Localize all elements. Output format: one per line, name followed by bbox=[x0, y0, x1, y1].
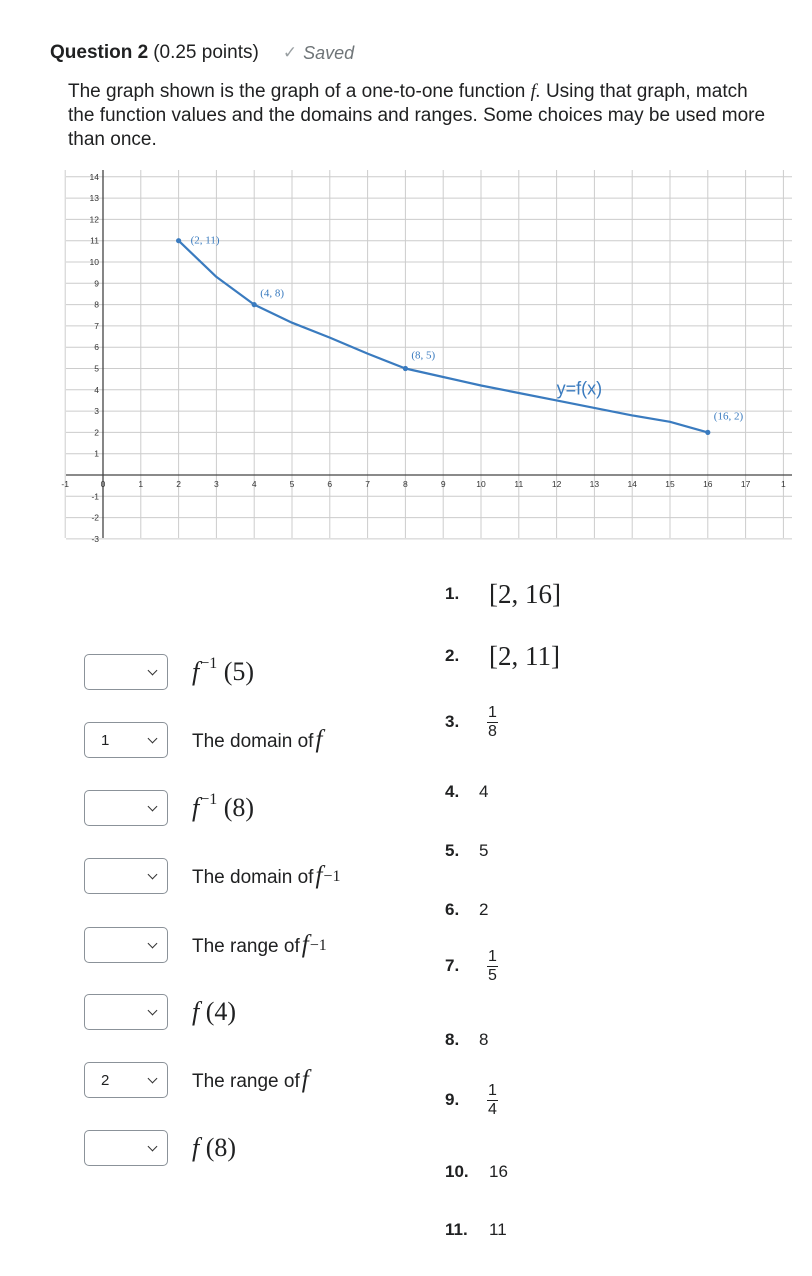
match-row bbox=[84, 720, 322, 760]
function-argument: (5) bbox=[217, 657, 255, 686]
choice-item bbox=[445, 1154, 508, 1190]
answer-dropdown[interactable] bbox=[84, 1062, 168, 1098]
x-tick-label: 3 bbox=[214, 479, 219, 489]
x-tick-label: 13 bbox=[589, 479, 600, 489]
function-symbol: f bbox=[192, 997, 200, 1026]
choice-value: [2, 11] bbox=[489, 640, 560, 671]
prompt-function-name: f. bbox=[530, 81, 541, 102]
function-graph bbox=[61, 170, 792, 544]
point-label: (16, 2) bbox=[713, 410, 744, 423]
inverse-superscript: −1 bbox=[200, 791, 218, 809]
answer-dropdown[interactable] bbox=[84, 858, 168, 894]
curve-label: y=f(x) bbox=[556, 378, 603, 399]
x-tick-label: 4 bbox=[251, 479, 257, 489]
dropdown-value: 2 bbox=[101, 1072, 110, 1089]
choice-item bbox=[445, 638, 560, 674]
y-tick-label: -2 bbox=[91, 512, 99, 523]
x-tick-label: -1 bbox=[61, 479, 69, 489]
x-tick-label: 5 bbox=[289, 479, 295, 489]
match-label bbox=[192, 726, 322, 754]
match-row bbox=[84, 856, 340, 896]
choice-item bbox=[445, 833, 488, 869]
choice-value: 2 bbox=[479, 900, 489, 919]
curve-point bbox=[252, 302, 257, 307]
y-tick-label: 11 bbox=[90, 235, 99, 246]
x-tick-label: 16 bbox=[703, 479, 713, 489]
choice-value: 16 bbox=[489, 1162, 508, 1181]
function-symbol: f bbox=[315, 862, 323, 889]
choice-item bbox=[445, 576, 561, 612]
match-row bbox=[84, 1128, 236, 1168]
choice-item bbox=[445, 774, 488, 810]
answer-dropdown[interactable] bbox=[84, 654, 168, 690]
choice-number: 8. bbox=[445, 1030, 460, 1049]
fraction-denominator: 8 bbox=[488, 722, 497, 740]
chevron-down-icon bbox=[148, 802, 158, 812]
match-label bbox=[192, 657, 254, 687]
point-label: (4, 8) bbox=[260, 287, 285, 300]
x-tick-label: 1 bbox=[781, 479, 786, 489]
y-tick-label: 9 bbox=[94, 278, 99, 289]
y-tick-label: 8 bbox=[94, 299, 99, 310]
x-tick-label: 8 bbox=[403, 479, 408, 489]
x-tick-label: 6 bbox=[327, 479, 333, 489]
y-tick-label: 14 bbox=[89, 171, 99, 182]
function-expression bbox=[192, 997, 236, 1027]
function-argument: (8) bbox=[217, 793, 255, 822]
question-header bbox=[50, 42, 354, 64]
chevron-down-icon bbox=[148, 870, 158, 880]
curve-point bbox=[705, 430, 710, 435]
fraction-numerator: 1 bbox=[488, 703, 497, 721]
y-tick-label: 12 bbox=[89, 214, 99, 225]
prompt-text-2: Using that graph, match the function values and the domains and ranges. Some choices may be used more than once. bbox=[68, 81, 766, 150]
inverse-superscript: −1 bbox=[323, 868, 341, 885]
match-label bbox=[192, 862, 340, 890]
x-tick-label: 11 bbox=[514, 479, 524, 489]
choice-number: 2. bbox=[445, 646, 460, 665]
fraction-denominator: 5 bbox=[488, 966, 497, 984]
y-tick-label: -3 bbox=[91, 533, 99, 544]
label-text: The domain of bbox=[192, 731, 314, 752]
point-label: (2, 11) bbox=[190, 234, 220, 247]
prompt-text-1: The graph shown is the graph of a one-to-one function bbox=[68, 81, 531, 102]
match-label bbox=[192, 1133, 236, 1163]
chevron-down-icon bbox=[148, 1074, 158, 1084]
label-text: The domain of bbox=[192, 867, 314, 888]
x-tick-label: 7 bbox=[365, 479, 370, 489]
function-expression bbox=[192, 1133, 236, 1163]
fraction-numerator: 1 bbox=[488, 1081, 497, 1099]
y-tick-label: -1 bbox=[91, 491, 99, 502]
x-tick-label: 2 bbox=[176, 479, 181, 489]
y-tick-label: 1 bbox=[94, 448, 99, 459]
choice-number: 4. bbox=[445, 782, 460, 801]
x-tick-label: 14 bbox=[627, 479, 637, 489]
saved-label: Saved bbox=[303, 42, 355, 63]
choice-number: 5. bbox=[445, 841, 460, 860]
question-points: (0.25 points) bbox=[153, 42, 259, 63]
x-tick-label: 12 bbox=[551, 479, 562, 489]
choice-item bbox=[445, 1022, 488, 1058]
choice-number: 3. bbox=[445, 712, 460, 731]
y-tick-label: 3 bbox=[94, 406, 99, 417]
chevron-down-icon bbox=[148, 939, 158, 949]
function-symbol: f bbox=[192, 1133, 200, 1162]
chevron-down-icon bbox=[148, 734, 158, 744]
choice-value: 4 bbox=[479, 782, 489, 801]
choice-value: 11 bbox=[489, 1220, 507, 1239]
inverse-superscript: −1 bbox=[309, 937, 327, 954]
choice-number: 1. bbox=[445, 584, 460, 603]
match-row bbox=[84, 1060, 309, 1100]
function-symbol: f bbox=[315, 726, 323, 753]
x-tick-label: 1 bbox=[138, 479, 144, 489]
answer-dropdown[interactable] bbox=[84, 1130, 168, 1166]
function-symbol: f bbox=[192, 793, 200, 822]
y-tick-label: 10 bbox=[89, 257, 99, 267]
chevron-down-icon bbox=[148, 1006, 158, 1016]
chevron-down-icon bbox=[148, 1142, 158, 1152]
fraction-denominator: 4 bbox=[488, 1100, 497, 1118]
choice-item bbox=[445, 1082, 498, 1118]
checkmark-icon: ✓ bbox=[282, 43, 298, 62]
y-tick-label: 7 bbox=[94, 320, 99, 331]
choice-fraction bbox=[487, 1083, 498, 1118]
y-tick-label: 6 bbox=[94, 342, 99, 353]
x-tick-label: 9 bbox=[440, 479, 446, 489]
function-symbol: f bbox=[301, 931, 309, 958]
answer-dropdown[interactable] bbox=[84, 722, 168, 758]
saved-status bbox=[283, 43, 354, 64]
choice-number: 9. bbox=[445, 1090, 460, 1109]
answer-dropdown[interactable] bbox=[84, 994, 168, 1030]
match-row bbox=[84, 788, 254, 828]
choice-value: [2, 16] bbox=[489, 578, 561, 609]
answer-dropdown[interactable] bbox=[84, 790, 168, 826]
inverse-superscript: −1 bbox=[200, 655, 218, 673]
answer-dropdown[interactable] bbox=[84, 927, 168, 963]
chevron-down-icon bbox=[148, 666, 158, 676]
x-tick-label: 15 bbox=[665, 479, 675, 489]
function-expression bbox=[192, 657, 254, 687]
choice-number: 7. bbox=[445, 956, 460, 975]
match-row bbox=[84, 992, 236, 1032]
match-label bbox=[192, 931, 327, 959]
y-tick-label: 5 bbox=[94, 363, 99, 374]
dropdown-value: 1 bbox=[101, 732, 110, 749]
function-expression bbox=[192, 793, 254, 823]
function-argument: (4) bbox=[199, 997, 237, 1026]
x-tick-label: 10 bbox=[476, 479, 486, 489]
choice-number: 10. bbox=[445, 1162, 469, 1181]
choice-item bbox=[445, 948, 498, 984]
choice-number: 6. bbox=[445, 900, 460, 919]
point-label: (8, 5) bbox=[411, 349, 436, 362]
y-tick-label: 13 bbox=[89, 193, 99, 204]
function-symbol: f bbox=[301, 1066, 309, 1093]
curve-point bbox=[176, 238, 181, 243]
choice-item bbox=[445, 892, 488, 928]
match-row bbox=[84, 925, 327, 965]
label-text: The range of bbox=[192, 1071, 300, 1092]
function-symbol: f bbox=[192, 657, 200, 686]
function-argument: (8) bbox=[199, 1133, 237, 1162]
match-label bbox=[192, 793, 254, 823]
choice-fraction bbox=[487, 705, 498, 740]
choice-item bbox=[445, 1212, 507, 1248]
choice-fraction bbox=[487, 949, 498, 984]
y-tick-label: 2 bbox=[94, 427, 99, 438]
question-title: Question 2 bbox=[50, 42, 149, 63]
fraction-numerator: 1 bbox=[488, 947, 497, 965]
y-tick-label: 4 bbox=[94, 384, 99, 395]
match-label bbox=[192, 997, 236, 1027]
choice-item bbox=[445, 704, 498, 740]
x-tick-label: 17 bbox=[740, 479, 751, 489]
match-row bbox=[84, 652, 254, 692]
choice-value: 8 bbox=[479, 1030, 489, 1049]
question-prompt bbox=[68, 80, 778, 152]
label-text: The range of bbox=[192, 936, 300, 957]
choice-value: 5 bbox=[479, 841, 489, 860]
curve-point bbox=[403, 366, 408, 371]
match-label bbox=[192, 1066, 309, 1094]
x-tick-label: 0 bbox=[100, 479, 106, 489]
choice-number: 11. bbox=[445, 1220, 468, 1239]
